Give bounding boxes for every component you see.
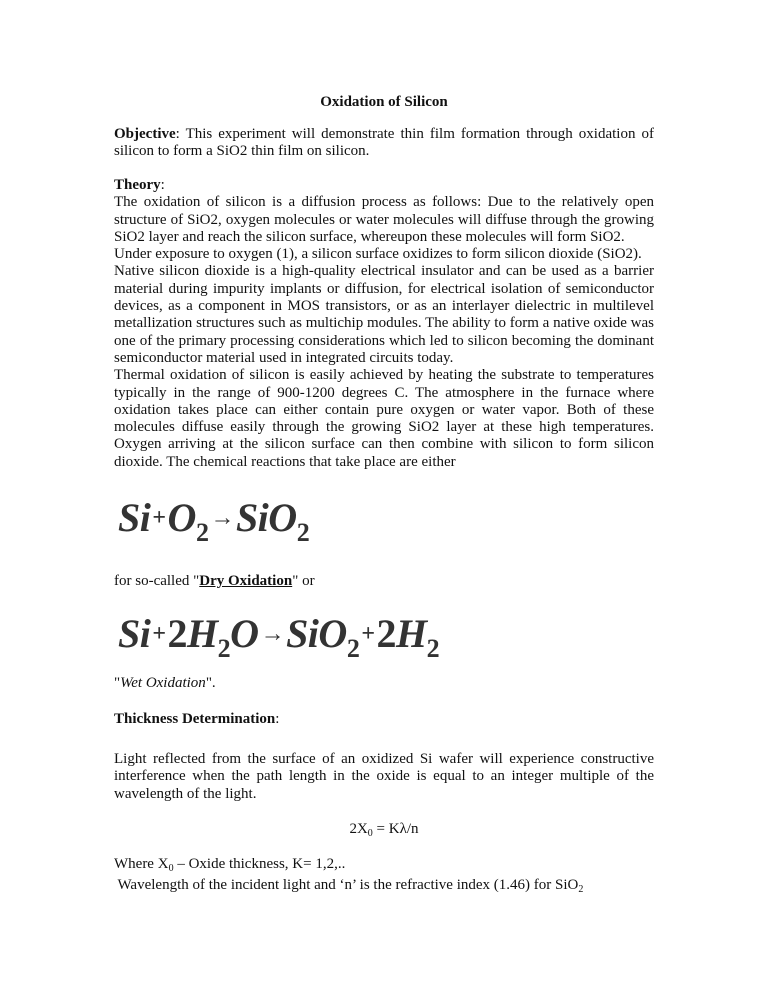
text-line: material during impurity implants or diffusion, for electrical isolation of semiconductor [114,280,654,297]
dry-caption [114,573,654,590]
eq-subscript: 2 [346,634,360,663]
wet-oxidation-term: Wet Oxidation [120,675,206,691]
text-line: SiO2 layer and reach the silicon surface, whereupon these molecules will form SiO2. [114,228,625,245]
eq-plus: + [152,505,166,531]
text: Where X [114,856,169,872]
caption-text: ". [205,675,216,691]
text-line: interference when the path length in the oxide is equal to an integer multiple of the [114,768,654,785]
thickness-heading-line [114,711,654,728]
subscript: 2 [578,884,584,896]
theory-heading: Theory [114,177,161,193]
theory-section [114,177,654,471]
text-line: Thermal oxidation of silicon is easily achieved by heating the substrate to temperatures [114,367,654,384]
dry-oxidation-term: Dry Oxidation [199,573,293,589]
eq-term: H [187,611,218,656]
text-line: oxidation takes place can either contain pure oxygen or water vapor. Both of these [114,401,654,418]
objective-label: Objective [114,126,176,142]
caption-text: " or [292,573,315,589]
objective-paragraph [114,126,654,161]
definitions [114,856,654,899]
text-line: Under exposure to oxygen (1), a silicon surface oxidizes to form silicon dioxide (SiO2). [114,246,642,263]
colon: : [160,177,165,193]
formula-subscript: 0 [367,828,373,839]
formula-rhs: = Kλ/n [372,821,419,837]
formula-lhs: 2X [349,821,368,837]
caption-text: for so-called " [114,573,200,589]
eq-subscript: 2 [195,518,209,547]
eq-subscript: 2 [426,634,440,663]
subscript: 0 [168,863,174,874]
eq-term: O [230,611,259,656]
text: Wavelength of the incident light and ‘n’ is the refractive index (1.46) for SiO [114,877,579,894]
eq-term: SiO [286,611,347,656]
caption-text: " [114,675,121,691]
text-line: Oxygen arriving at the silicon surface can then combine with silicon to form silicon [114,436,654,453]
wet-oxidation-equation [118,610,440,663]
colon: : [275,711,280,727]
eq-term: Si [118,495,151,540]
eq-subscript: 2 [217,634,231,663]
where-line [114,856,654,877]
wavelength-line [114,877,654,898]
text-line: molecules diffuse easily through the growing SiO2 layer at these high temperatures. [114,419,654,436]
text-line: : This experiment will demonstrate thin film formation through oxidation of [175,126,654,142]
eq-coef: 2 [376,611,396,656]
text-line: Light reflected from the surface of an oxidized Si wafer will experience constructive [114,751,654,767]
thickness-paragraph [114,751,654,803]
text: – Oxide thickness, K= 1,2,.. [173,856,346,872]
dry-oxidation-equation [118,494,310,547]
document-title: Oxidation of Silicon [320,94,448,110]
text-line: dioxide. The chemical reactions that take place are either [114,453,456,470]
eq-term: SiO [235,495,297,540]
arrow-icon: → [210,505,234,531]
text-line: one of the primary processing considerations which led to silicon becoming the dominant [114,332,654,349]
thickness-formula [0,821,768,842]
eq-coef: 2 [167,611,188,656]
text-line: devices, as a component in MOS transistors, or as an interlayer dielectric in multilevel [114,298,654,315]
text-line: The oxidation of silicon is a diffusion process as follows: Due to the relatively open [114,194,654,211]
eq-subscript: 2 [296,518,310,547]
thickness-heading: Thickness Determination [114,711,276,727]
eq-term: H [396,611,427,656]
text-line: structure of SiO2, oxygen molecules or water molecules will diffuse through the growing [114,211,654,228]
arrow-icon: → [260,621,285,647]
eq-term: O [167,495,196,540]
text-line: wavelength of the light. [114,785,257,802]
text-line: typically in the range of 900-1200 degrees C. The atmosphere in the furnace where [114,384,654,401]
eq-plus: + [152,621,166,647]
text-line: Native silicon dioxide is a high-quality electrical insulator and can be used as a barrier [114,263,654,280]
text-line: metallization structures such as multichip modules. The ability to form a native oxide was [114,315,654,332]
eq-term: Si [118,611,151,656]
eq-plus: + [361,621,375,647]
text-line: semiconductor material used in integrated circuits today. [114,349,454,366]
text-line: silicon to form a SiO2 thin film on silicon. [114,143,370,160]
wet-caption [114,675,654,692]
